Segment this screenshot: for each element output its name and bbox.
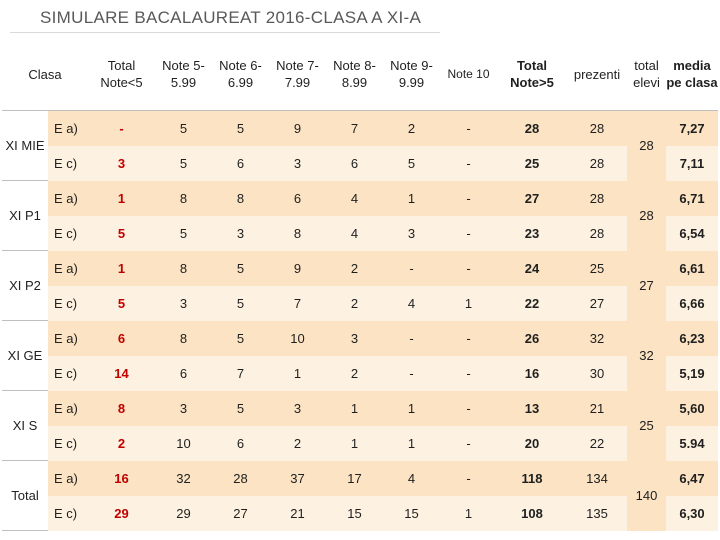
- cell-n10: -: [440, 146, 497, 181]
- cell-prezenti: 32: [567, 321, 627, 356]
- cell-over5: 22: [497, 286, 567, 321]
- section-cell: E c): [48, 216, 88, 251]
- cell-prezenti: 22: [567, 426, 627, 461]
- cell-n5: 8: [155, 321, 212, 356]
- media-cell: 6,66: [666, 286, 718, 321]
- cell-n9: 1: [383, 181, 440, 216]
- table-row: [2, 181, 718, 216]
- results-body: [2, 111, 718, 531]
- cell-n6: 5: [212, 111, 269, 146]
- cell-sub5: 16: [88, 461, 155, 496]
- media-cell: 5,19: [666, 356, 718, 391]
- header-note-9: Note 9- 9.99: [383, 38, 440, 111]
- cell-n7: 3: [269, 146, 326, 181]
- header-note-8: Note 8- 8.99: [326, 38, 383, 111]
- cell-n7: 37: [269, 461, 326, 496]
- class-name-cell: XI S: [2, 391, 48, 461]
- table-row: [2, 356, 718, 391]
- header-total-elevi: total elevi: [627, 38, 666, 111]
- cell-n9: 2: [383, 111, 440, 146]
- table-row: [2, 286, 718, 321]
- cell-n9: 3: [383, 216, 440, 251]
- header-total-over5: Total Note>5: [497, 38, 567, 111]
- cell-n7: 6: [269, 181, 326, 216]
- cell-n7: 9: [269, 111, 326, 146]
- cell-prezenti: 27: [567, 286, 627, 321]
- cell-n8: 15: [326, 496, 383, 531]
- cell-sub5: 29: [88, 496, 155, 531]
- cell-n6: 5: [212, 391, 269, 426]
- cell-n9: 4: [383, 461, 440, 496]
- cell-sub5: -: [88, 111, 155, 146]
- section-cell: E c): [48, 496, 88, 531]
- header-note-5: Note 5- 5.99: [155, 38, 212, 111]
- cell-prezenti: 135: [567, 496, 627, 531]
- class-name-cell: XI P2: [2, 251, 48, 321]
- header-media: media pe clasa: [666, 38, 718, 111]
- media-cell: 6,47: [666, 461, 718, 496]
- cell-over5: 20: [497, 426, 567, 461]
- cell-n9: 4: [383, 286, 440, 321]
- table-row: [2, 496, 718, 531]
- cell-n8: 2: [326, 356, 383, 391]
- cell-over5: 108: [497, 496, 567, 531]
- cell-n5: 6: [155, 356, 212, 391]
- cell-n6: 5: [212, 251, 269, 286]
- cell-n7: 7: [269, 286, 326, 321]
- cell-n6: 7: [212, 356, 269, 391]
- cell-n6: 5: [212, 286, 269, 321]
- cell-n10: -: [440, 356, 497, 391]
- cell-n5: 5: [155, 111, 212, 146]
- class-name-cell: XI GE: [2, 321, 48, 391]
- media-cell: 6,71: [666, 181, 718, 216]
- cell-n8: 3: [326, 321, 383, 356]
- table-row: [2, 426, 718, 461]
- cell-sub5: 6: [88, 321, 155, 356]
- total-elevi-cell: 140: [627, 461, 666, 531]
- cell-n5: 29: [155, 496, 212, 531]
- cell-sub5: 5: [88, 216, 155, 251]
- table-row: [2, 216, 718, 251]
- media-cell: 6,54: [666, 216, 718, 251]
- cell-sub5: 2: [88, 426, 155, 461]
- cell-n6: 6: [212, 426, 269, 461]
- cell-n7: 2: [269, 426, 326, 461]
- title-underline: [10, 32, 440, 33]
- section-cell: E a): [48, 461, 88, 496]
- cell-n8: 2: [326, 251, 383, 286]
- media-cell: 6,30: [666, 496, 718, 531]
- cell-n6: 3: [212, 216, 269, 251]
- cell-prezenti: 28: [567, 216, 627, 251]
- cell-n8: 6: [326, 146, 383, 181]
- cell-n8: 17: [326, 461, 383, 496]
- cell-n6: 27: [212, 496, 269, 531]
- media-cell: 5.94: [666, 426, 718, 461]
- cell-sub5: 14: [88, 356, 155, 391]
- cell-n8: 2: [326, 286, 383, 321]
- cell-n5: 8: [155, 251, 212, 286]
- table-row: [2, 391, 718, 426]
- cell-n9: 5: [383, 146, 440, 181]
- cell-n9: -: [383, 251, 440, 286]
- cell-n10: 1: [440, 286, 497, 321]
- cell-n10: -: [440, 216, 497, 251]
- cell-n10: -: [440, 181, 497, 216]
- cell-prezenti: 21: [567, 391, 627, 426]
- cell-over5: 13: [497, 391, 567, 426]
- cell-n7: 8: [269, 216, 326, 251]
- cell-over5: 26: [497, 321, 567, 356]
- title-bar: [0, 0, 720, 36]
- cell-n8: 1: [326, 391, 383, 426]
- table-row: [2, 321, 718, 356]
- total-elevi-cell: 28: [627, 111, 666, 181]
- cell-n5: 3: [155, 391, 212, 426]
- class-name-cell: XI MIE: [2, 111, 48, 181]
- cell-prezenti: 30: [567, 356, 627, 391]
- cell-over5: 16: [497, 356, 567, 391]
- cell-n10: -: [440, 461, 497, 496]
- cell-n9: -: [383, 356, 440, 391]
- section-cell: E c): [48, 286, 88, 321]
- cell-n10: -: [440, 251, 497, 286]
- cell-n10: -: [440, 391, 497, 426]
- cell-n5: 32: [155, 461, 212, 496]
- section-cell: E c): [48, 426, 88, 461]
- cell-n5: 3: [155, 286, 212, 321]
- cell-n10: 1: [440, 496, 497, 531]
- total-elevi-cell: 28: [627, 181, 666, 251]
- cell-n8: 7: [326, 111, 383, 146]
- class-name-cell: Total: [2, 461, 48, 531]
- cell-prezenti: 28: [567, 146, 627, 181]
- cell-over5: 28: [497, 111, 567, 146]
- cell-prezenti: 134: [567, 461, 627, 496]
- media-cell: 5,60: [666, 391, 718, 426]
- section-cell: E a): [48, 181, 88, 216]
- cell-n7: 3: [269, 391, 326, 426]
- cell-prezenti: 28: [567, 181, 627, 216]
- cell-over5: 27: [497, 181, 567, 216]
- section-cell: E c): [48, 146, 88, 181]
- cell-n6: 28: [212, 461, 269, 496]
- cell-n8: 4: [326, 181, 383, 216]
- cell-prezenti: 28: [567, 111, 627, 146]
- page-title: SIMULARE BACALAUREAT 2016-CLASA A XI-A: [40, 8, 422, 27]
- cell-prezenti: 25: [567, 251, 627, 286]
- header-total-sub5: Total Note<5: [88, 38, 155, 111]
- cell-n6: 6: [212, 146, 269, 181]
- cell-n7: 1: [269, 356, 326, 391]
- cell-n6: 5: [212, 321, 269, 356]
- header-note-6: Note 6- 6.99: [212, 38, 269, 111]
- cell-n5: 10: [155, 426, 212, 461]
- cell-n7: 10: [269, 321, 326, 356]
- media-cell: 6,23: [666, 321, 718, 356]
- media-cell: 6,61: [666, 251, 718, 286]
- cell-sub5: 3: [88, 146, 155, 181]
- header-clasa: Clasa: [2, 38, 88, 111]
- cell-over5: 24: [497, 251, 567, 286]
- cell-over5: 118: [497, 461, 567, 496]
- cell-n9: 1: [383, 426, 440, 461]
- section-cell: E a): [48, 321, 88, 356]
- cell-n9: 15: [383, 496, 440, 531]
- header-prezenti: prezenti: [567, 38, 627, 111]
- cell-sub5: 8: [88, 391, 155, 426]
- table-row: [2, 461, 718, 496]
- header-note-7: Note 7- 7.99: [269, 38, 326, 111]
- cell-over5: 23: [497, 216, 567, 251]
- cell-n6: 8: [212, 181, 269, 216]
- cell-sub5: 1: [88, 251, 155, 286]
- cell-n5: 8: [155, 181, 212, 216]
- section-cell: E a): [48, 391, 88, 426]
- header-row: [2, 38, 718, 111]
- section-cell: E a): [48, 251, 88, 286]
- results-table: [2, 38, 718, 531]
- cell-sub5: 5: [88, 286, 155, 321]
- total-elevi-cell: 25: [627, 391, 666, 461]
- total-elevi-cell: 27: [627, 251, 666, 321]
- section-cell: E c): [48, 356, 88, 391]
- cell-n7: 9: [269, 251, 326, 286]
- cell-n8: 1: [326, 426, 383, 461]
- cell-n9: 1: [383, 391, 440, 426]
- class-name-cell: XI P1: [2, 181, 48, 251]
- media-cell: 7,27: [666, 111, 718, 146]
- cell-n10: -: [440, 426, 497, 461]
- total-elevi-cell: 32: [627, 321, 666, 391]
- media-cell: 7,11: [666, 146, 718, 181]
- cell-n9: -: [383, 321, 440, 356]
- cell-n10: -: [440, 111, 497, 146]
- cell-sub5: 1: [88, 181, 155, 216]
- table-row: [2, 251, 718, 286]
- cell-n7: 21: [269, 496, 326, 531]
- cell-n8: 4: [326, 216, 383, 251]
- cell-n5: 5: [155, 146, 212, 181]
- cell-n10: -: [440, 321, 497, 356]
- cell-n5: 5: [155, 216, 212, 251]
- header-note-10: Note 10: [440, 38, 497, 111]
- table-row: [2, 146, 718, 181]
- table-row: [2, 111, 718, 146]
- section-cell: E a): [48, 111, 88, 146]
- cell-over5: 25: [497, 146, 567, 181]
